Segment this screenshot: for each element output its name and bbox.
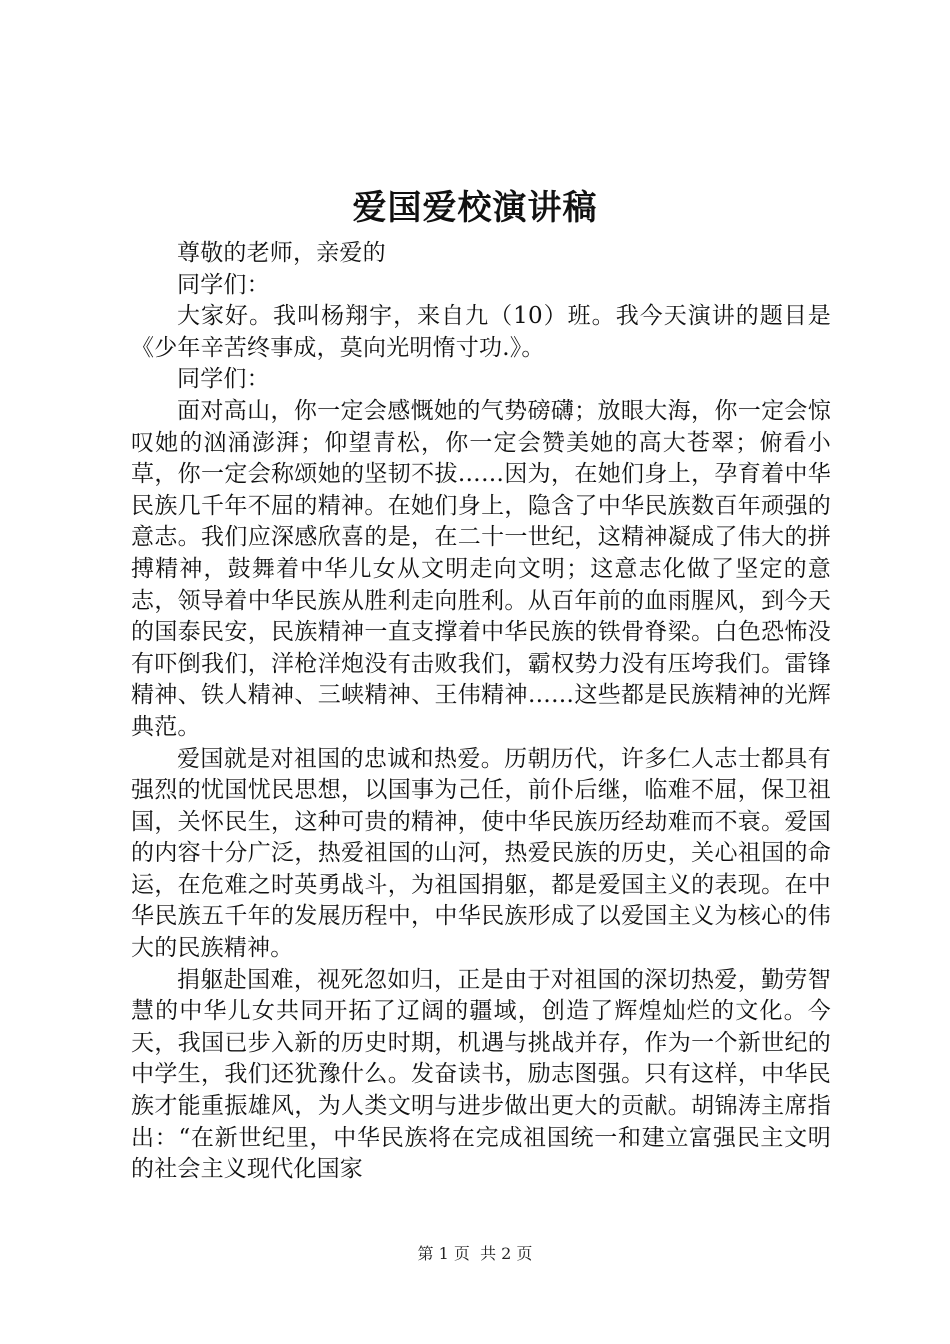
paragraph-salutation: 尊敬的老师，亲爱的 <box>177 240 386 266</box>
page-footer <box>0 1242 950 1266</box>
paragraph-patriotism: 爱国就是对祖国的忠诚和热爱。历朝历代，许多仁人志士都具有强烈的忧国忧民思想，以国事为己任，前仆后继，临难不屈，保卫祖国，关怀民生，这种可贵的精神，使中华民族历经劫难而不衰。爱国的内容十分广泛，热爱祖国的山河，热爱民族的历史，关心祖国的命运，在危难之时英勇战斗，为祖国捐躯，都是爱国主义的表现。在中华民族五千年的发展历程中，中华民族形成了以爱国主义为核心的伟大的民族精神。 <box>131 745 831 962</box>
paragraph-salutation-cont: 同学们： <box>177 271 270 298</box>
paragraph-introduction: 大家好。我叫杨翔宇，来自九（10）班。我今天演讲的题目是《少年辛苦终事成，莫向光明惰寸功.》。 <box>131 303 831 361</box>
paragraph-national-spirit: 面对高山，你一定会感慨她的气势磅礴；放眼大海，你一定会惊叹她的汹涌澎湃；仰望青松，你一定会赞美她的高大苍翠；俯看小草，你一定会称颂她的坚韧不拔……因为，在她们身上，孕育着中华民族几千年不屈的精神。在她们身上，隐含了中华民族数百年顽强的意志。我们应深感欣喜的是，在二十一世纪，这精神凝成了伟大的拼搏精神，鼓舞着中华儿女从文明走向文明；这意志化做了坚定的意志，领导着中华民族从胜利走向胜利。从百年前的血雨腥风，到今天的国泰民安，民族精神一直支撑着中华民族的铁骨脊梁。白色恐怖没有吓倒我们，洋枪洋炮没有击败我们，霸权势力没有压垮我们。雷锋精神、铁人精神、三峡精神、王伟精神……这些都是民族精神的光辉典范。 <box>131 397 831 740</box>
paragraph-new-era: 捐躯赴国难，视死忽如归，正是由于对祖国的深切热爱，勤劳智慧的中华儿女共同开拓了辽阔的疆域，创造了辉煌灿烂的文化。今天，我国已步入新的历史时期，机遇与挑战并存，作为一个新世纪的中学生，我们还犹豫什么。发奋读书，励志图强。只有这样，中华民族才能重振雄风，为人类文明与进步做出更大的贡献。胡锦涛主席指出：“在新世纪里，中华民族将在完成祖国统一和建立富强民主文明的社会主义现代化国家 <box>131 966 831 1183</box>
paragraph-address: 同学们： <box>177 366 270 393</box>
page-number: 第 1 页 共 2 页 <box>417 1244 533 1263</box>
document-body <box>131 238 831 1186</box>
document-title: 爱国爱校演讲稿 <box>352 188 598 228</box>
